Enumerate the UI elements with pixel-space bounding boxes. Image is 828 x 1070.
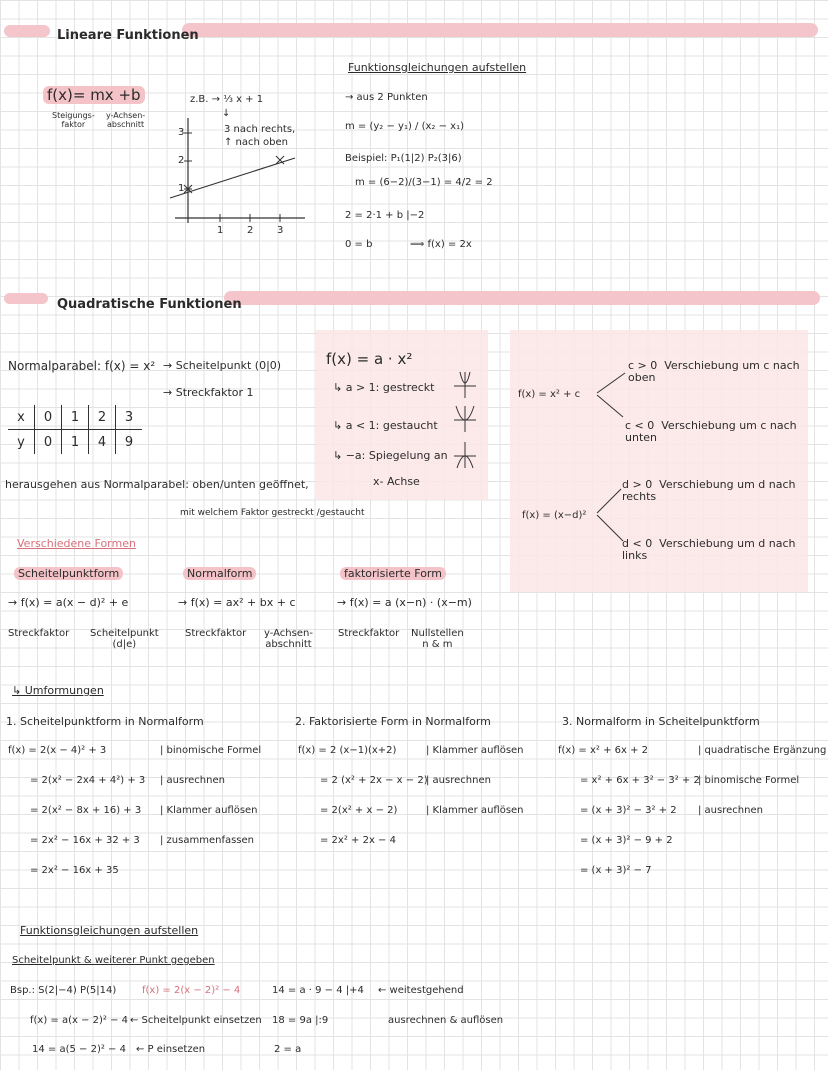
fg2-example: Bsp.: S(2|−4) P(5|14) — [10, 985, 117, 996]
y-achsenabschnitt-label: y-Achsen- abschnitt — [106, 111, 146, 129]
c1-note: | binomische Formel — [160, 745, 262, 756]
ff-form-formula: → f(x) = a (x−n) · (x−m) — [337, 596, 472, 609]
tick-x-2: 2 — [247, 225, 254, 236]
slope-note-2: ↑ nach oben — [224, 137, 288, 148]
shift-formula-c: f(x) = x² + c — [518, 389, 581, 400]
ax-gestaucht: ↳ a < 1: gestaucht — [333, 419, 438, 432]
tick-y-3: 3 — [178, 127, 185, 138]
section-bar-left — [4, 25, 50, 37]
table-cell: 1 — [62, 405, 89, 430]
shift-c-positive: c > 0 Verschiebung um c nach oben — [628, 359, 800, 385]
fg2-right-1: 14 = a · 9 − 4 |+4 — [272, 985, 364, 996]
c1-row: = 2(x² − 2x4 + 4²) + 3 — [30, 775, 146, 786]
c2-row: f(x) = 2 (x−1)(x+2) — [298, 745, 397, 756]
linear-title: Lineare Funktionen — [57, 28, 199, 43]
c2-row: = 2 (x² + 2x − x − 2) — [320, 775, 428, 786]
scheitelpunkt-origin: → Scheitelpunkt (0|0) — [163, 359, 282, 372]
table-cell: y — [8, 430, 35, 455]
fg-m-formula: m = (y₂ − y₁) / (x₂ − x₁) — [345, 121, 464, 132]
sp-form-title: Scheitelpunktform — [14, 568, 123, 580]
table-cell: 3 — [116, 405, 143, 430]
fg2-line-1: f(x) = a(x − 2)² − 4 — [30, 1015, 129, 1026]
table-row — [8, 430, 142, 455]
c1-note: | zusammenfassen — [160, 835, 255, 846]
c1-row: f(x) = 2(x − 4)² + 3 — [8, 745, 107, 756]
ff-form-title: faktorisierte Form — [340, 568, 446, 580]
sp-form-label-2: Scheitelpunkt (d|e) — [90, 628, 159, 650]
section-bar-right — [182, 23, 818, 37]
tick-y-2: 2 — [178, 155, 185, 166]
mini-parabola-icons — [450, 372, 480, 472]
fg-example: Beispiel: P₁(1|2) P₂(3|6) — [345, 153, 462, 164]
streckfaktor-1: → Streckfaktor 1 — [163, 386, 254, 399]
c2-title: 2. Faktorisierte Form in Normalform — [295, 715, 491, 728]
c2-row: = 2x² + 2x − 4 — [320, 835, 396, 846]
herleitung-line-2: mit welchem Faktor gestreckt /gestaucht — [180, 508, 365, 518]
c3-row: = x² + 6x + 3² − 3² + 2 — [580, 775, 700, 786]
table-cell: 1 — [62, 430, 89, 455]
c2-note: | ausrechnen — [426, 775, 491, 786]
value-table — [8, 405, 142, 454]
fg2-right-3: 2 = a — [274, 1044, 302, 1055]
shift-formula-d: f(x) = (x−d)² — [522, 510, 587, 521]
steigungsfaktor-label: Steigungs- faktor — [52, 111, 95, 129]
shift-c-negative: c < 0 Verschiebung um c nach unten — [625, 419, 797, 445]
fg-line-1: 2 = 2·1 + b |−2 — [345, 210, 425, 221]
fg-title: Funktionsgleichungen aufstellen — [348, 61, 527, 74]
fg2-right-2: 18 = 9a |:9 — [272, 1015, 329, 1026]
ff-form-label-1: Streckfaktor — [338, 628, 400, 639]
c2-row: = 2(x² + x − 2) — [320, 805, 398, 816]
fg2-line-2-note: ← P einsetzen — [136, 1044, 206, 1055]
c1-note: | ausrechnen — [160, 775, 225, 786]
ff-form-label-2: Nullstellen n & m — [411, 628, 464, 650]
ax-gestreckt: ↳ a > 1: gestreckt — [333, 381, 435, 394]
shift-d-negative: d < 0 Verschiebung um d nach links — [622, 537, 796, 563]
example-arrow: ↓ — [222, 108, 231, 119]
fg2-heading: Funktionsgleichungen aufstellen — [20, 924, 199, 937]
section-bar-right-2 — [224, 291, 820, 305]
fg-from-points: → aus 2 Punkten — [345, 92, 428, 103]
c3-row: = (x + 3)² − 3² + 2 — [580, 805, 677, 816]
normalparabel: Normalparabel: f(x) = x² — [8, 359, 156, 373]
table-row — [8, 405, 142, 430]
c3-note: | binomische Formel — [698, 775, 800, 786]
quadratic-title: Quadratische Funktionen — [57, 297, 242, 312]
tick-x-3: 3 — [277, 225, 284, 236]
c2-note: | Klammer auflösen — [426, 745, 524, 756]
sp-form-formula: → f(x) = a(x − d)² + e — [8, 596, 129, 609]
table-cell: 4 — [89, 430, 116, 455]
table-cell: 2 — [89, 405, 116, 430]
fg2-right-2-note: ausrechnen & auflösen — [388, 1015, 504, 1026]
fg2-result: f(x) = 2(x − 2)² − 4 — [142, 985, 241, 996]
c3-note: | ausrechnen — [698, 805, 763, 816]
section-bar-left-2 — [4, 293, 48, 304]
nf-form-title: Normalform — [183, 568, 256, 580]
ax-spiegelung: ↳ −a: Spiegelung an — [333, 449, 448, 462]
c1-note: | Klammer auflösen — [160, 805, 258, 816]
table-cell: x — [8, 405, 35, 430]
c1-row: = 2(x² − 8x + 16) + 3 — [30, 805, 142, 816]
nf-form-formula: → f(x) = ax² + bx + c — [178, 596, 296, 609]
fg2-line-2: 14 = a(5 − 2)² − 4 — [32, 1044, 126, 1055]
c3-note: | quadratische Ergänzung — [698, 745, 827, 756]
nf-form-label-2: y-Achsen- abschnitt — [264, 628, 313, 650]
table-cell: 0 — [35, 430, 62, 455]
slope-note-1: 3 nach rechts, — [224, 124, 296, 135]
table-cell: 9 — [124, 434, 134, 450]
fg2-right-1-note: ← weitestgehend — [378, 985, 464, 996]
nf-form-label-1: Streckfaktor — [185, 628, 247, 639]
fg-result: ⟹ f(x) = 2x — [410, 239, 472, 250]
tick-x-1: 1 — [217, 225, 224, 236]
linear-formula: f(x)= mx +b — [43, 87, 145, 104]
forms-heading: Verschiedene Formen — [17, 537, 136, 550]
linear-graph — [170, 118, 310, 228]
table-cell: 0 — [35, 405, 62, 430]
c1-title: 1. Scheitelpunktform in Normalform — [6, 715, 204, 728]
linear-example: z.B. → ⅓ x + 1 — [190, 94, 264, 105]
c1-row: = 2x² − 16x + 35 — [30, 865, 119, 876]
fg2-subheading: Scheitelpunkt & weiterer Punkt gegeben — [12, 955, 215, 966]
c3-row: f(x) = x² + 6x + 2 — [558, 745, 649, 756]
c1-row: = 2x² − 16x + 32 + 3 — [30, 835, 140, 846]
ax-x-achse: x- Achse — [373, 475, 420, 488]
c3-row: = (x + 3)² − 7 — [580, 865, 652, 876]
c3-title: 3. Normalform in Scheitelpunktform — [562, 715, 760, 728]
fg2-line-1-note: ← Scheitelpunkt einsetzen — [130, 1015, 262, 1026]
fg-m-calc: m = (6−2)/(3−1) = 4/2 = 2 — [355, 177, 493, 188]
umformungen-heading: ↳ Umformungen — [12, 684, 104, 697]
sp-form-label-1: Streckfaktor — [8, 628, 70, 639]
shift-d-positive: d > 0 Verschiebung um d nach rechts — [622, 478, 796, 504]
herleitung-line-1: herausgehen aus Normalparabel: oben/unten geöffnet, — [5, 478, 309, 491]
ax-formula: f(x) = a · x² — [326, 350, 413, 368]
c3-row: = (x + 3)² − 9 + 2 — [580, 835, 673, 846]
fg-line-2: 0 = b — [345, 239, 373, 250]
c2-note: | Klammer auflösen — [426, 805, 524, 816]
shift-arrows — [585, 365, 645, 565]
tick-y-1: 1 — [178, 183, 185, 194]
